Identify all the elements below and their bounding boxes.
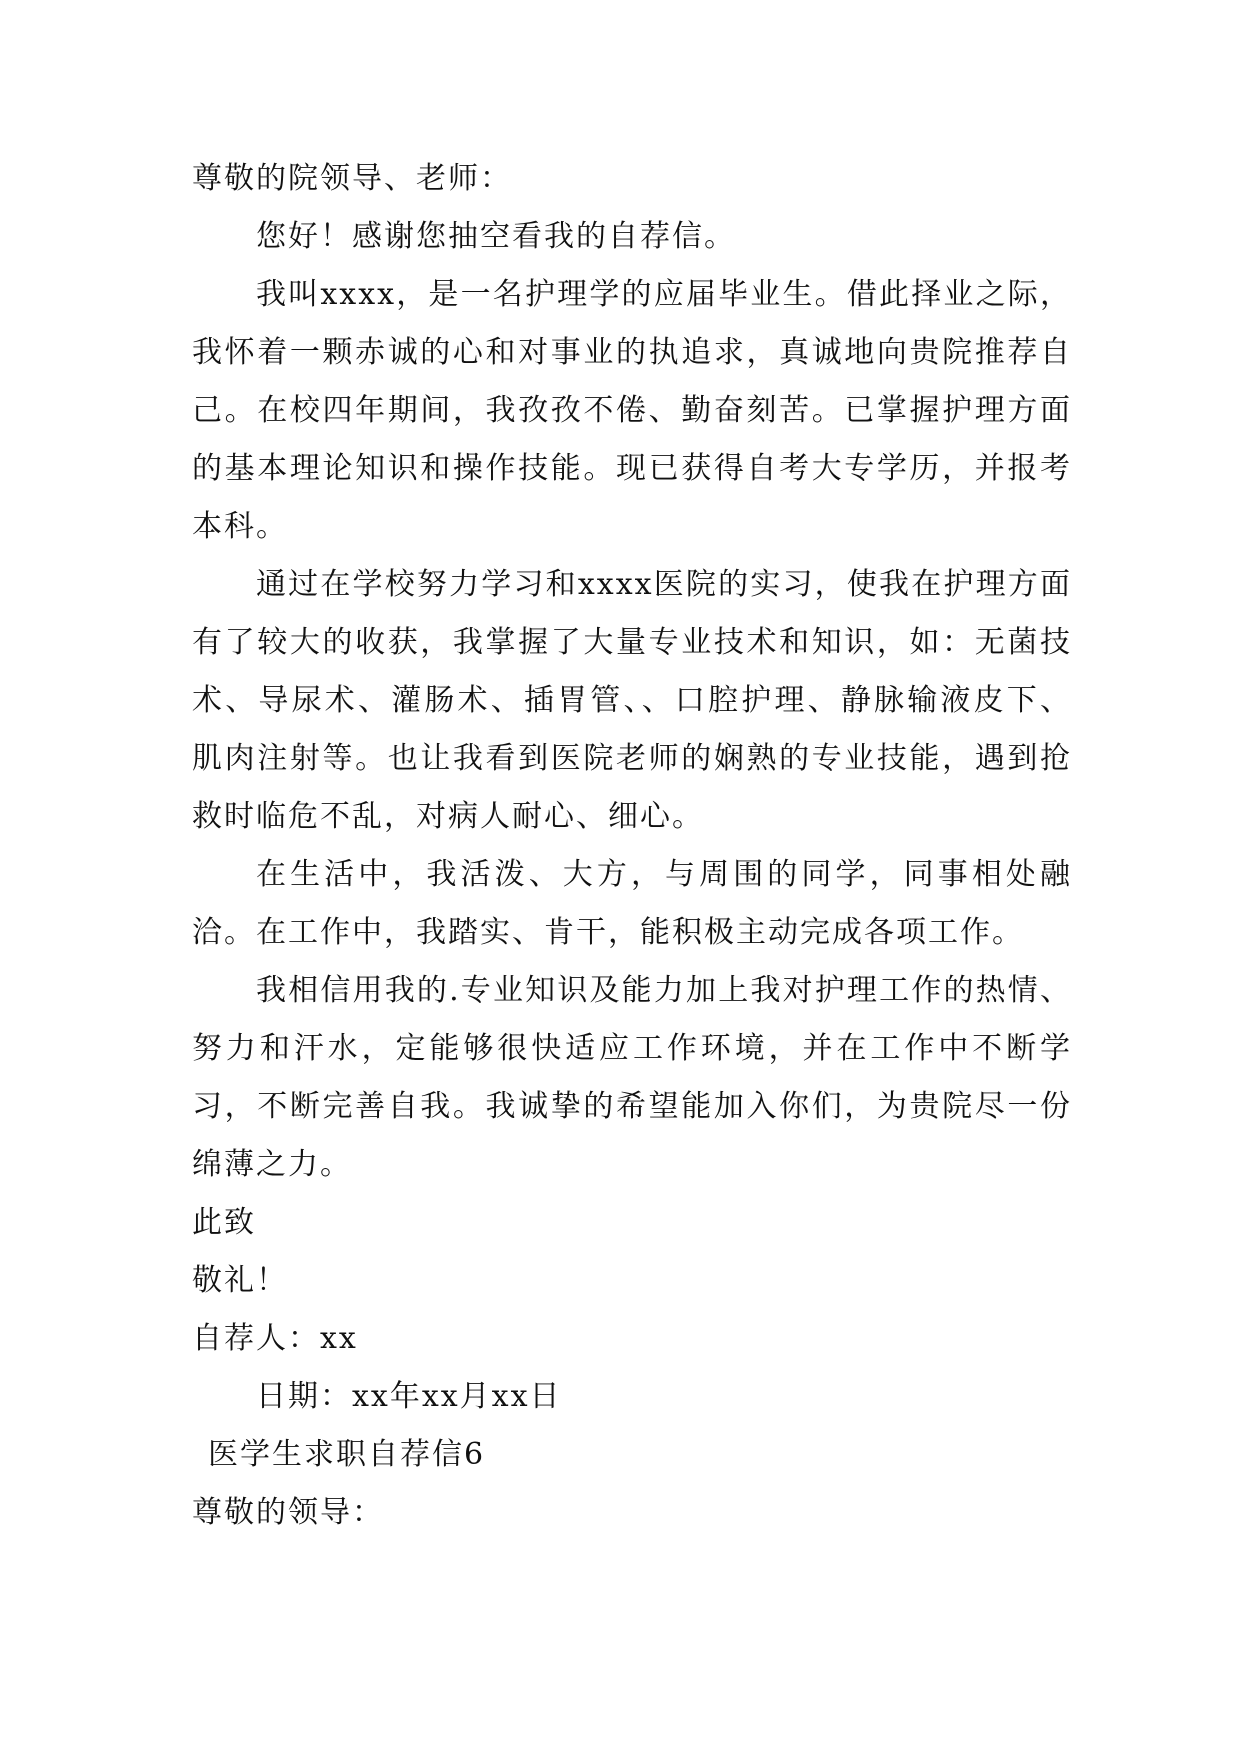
letter-salutation: 尊敬的院领导、老师： <box>192 161 512 196</box>
letter-paragraph-1: 我叫xxxx，是一名护理学的应届毕业生。借此择业之际，我怀着一颗赤诚的心和对事业的执追求，真诚地向贵院推荐自己。在校四年期间，我孜孜不倦、勤奋刻苦。已掌握护理方面的基本理论知识和操作技能。现已获得自考大专学历，并报考本科。 <box>192 277 1072 544</box>
letter-closing-1: 此致 <box>192 1205 256 1240</box>
letter-closing-2: 敬礼！ <box>192 1263 288 1298</box>
letter-paragraph-2: 通过在学校努力学习和xxxx医院的实习，使我在护理方面有了较大的收获，我掌握了大量专业技术和知识，如：无菌技术、导尿术、灌肠术、插胃管、、口腔护理、静脉输液皮下、肌肉注射等。也让我看到医院老师的娴熟的专业技能，遇到抢救时临危不乱，对病人耐心、细心。 <box>192 567 1072 834</box>
letter-signer: 自荐人：xx <box>192 1321 358 1356</box>
letter-greeting: 您好！感谢您抽空看我的自荐信。 <box>256 219 736 254</box>
letter-date: 日期：xx年xx月xx日 <box>256 1379 562 1414</box>
document-page <box>192 150 1072 1542</box>
next-section-title: 医学生求职自荐信6 <box>208 1437 486 1472</box>
letter-paragraph-3: 在生活中，我活泼、大方，与周围的同学，同事相处融洽。在工作中，我踏实、肯干，能积极主动完成各项工作。 <box>192 857 1072 950</box>
next-section-salutation: 尊敬的领导： <box>192 1495 384 1530</box>
letter-paragraph-4: 我相信用我的.专业知识及能力加上我对护理工作的热情、努力和汗水，定能够很快适应工作环境，并在工作中不断学习，不断完善自我。我诚挚的希望能加入你们，为贵院尽一份绵薄之力。 <box>192 973 1072 1182</box>
